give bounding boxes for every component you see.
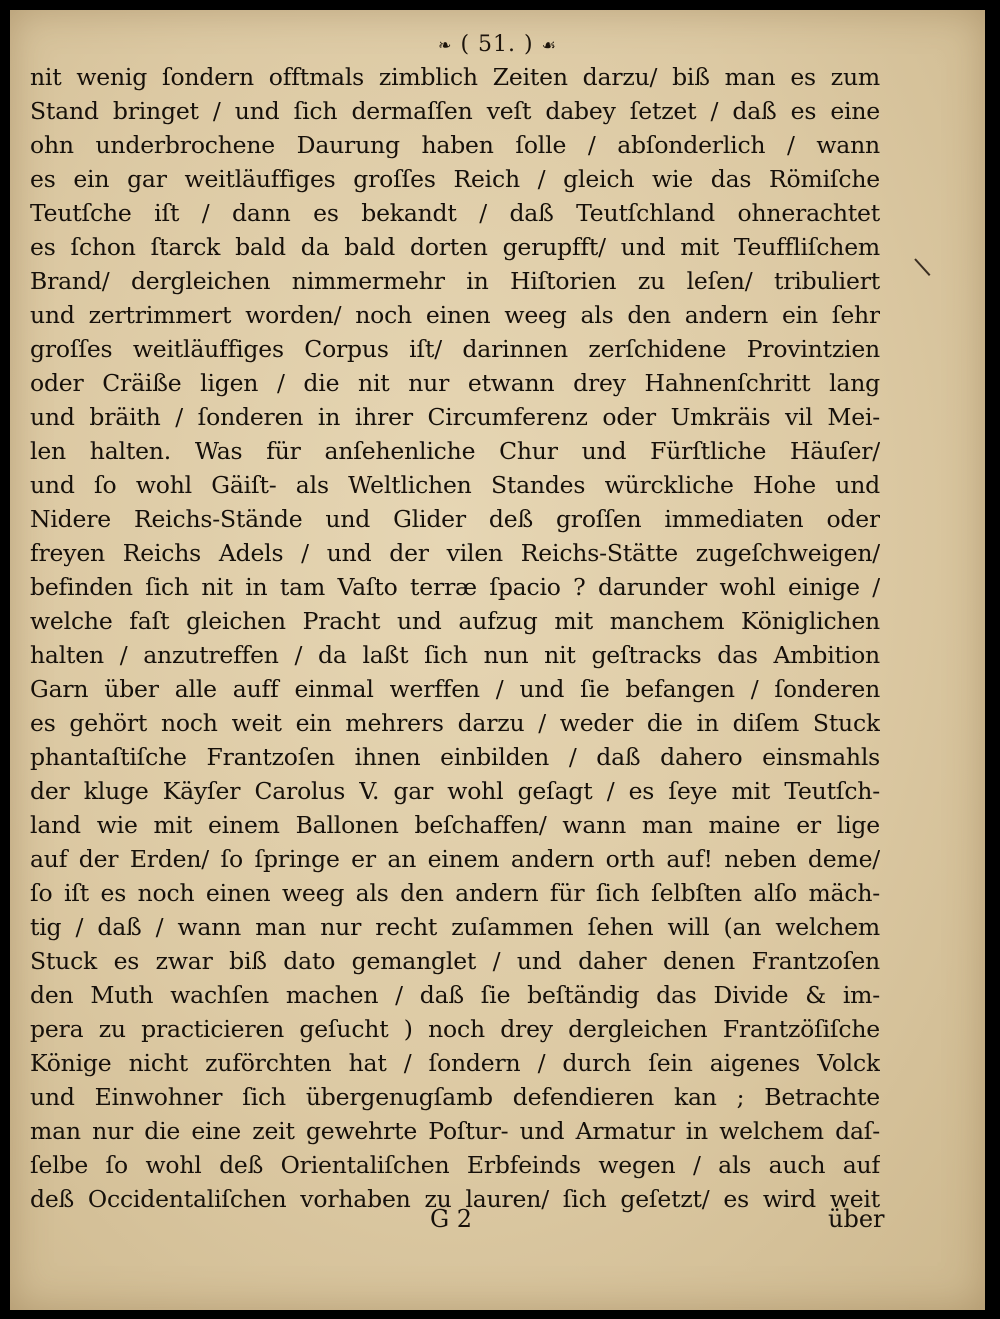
text-line: freyen Reichs Adels / und der vilen Reichs-Stätte zugeſchweigen/ [30,539,880,567]
body-text [30,60,880,1216]
catchword: über [828,1205,885,1233]
page-number: ( 51. ) [460,32,534,57]
text-line: pera zu practicieren geſucht ) noch drey dergleichen Frantzöſiſche [30,1015,880,1043]
text-line: Teutſche iſt / dann es bekandt / daß Teutſchland ohnerachtet [30,199,880,227]
text-line: befinden ſich nit in tam Vaſto terræ ſpacio ? darunder wohl einige / [30,573,880,601]
text-line: groſſes weitläuffiges Corpus iſt/ darinnen zerſchidene Provintzien [30,335,880,363]
text-line: Könige nicht zuförchten hat / ſondern / durch ſein aigenes Volck [30,1049,880,1077]
text-line: und Einwohner ſich übergenugſamb defendieren kan ; Betrachte [30,1083,880,1111]
text-line: len halten. Was für anſehenliche Chur und Fürſtliche Häuſer/ [30,437,880,465]
text-line: es ein gar weitläuffiges groſſes Reich / gleich wie das Römiſche [30,165,880,193]
ink-mark [914,258,930,276]
text-line: es gehört noch weit ein mehrers darzu / weder die in diſem Stuck [30,709,880,737]
text-line: man nur die eine zeit gewehrte Poſtur- und Armatur in welchem daſ- [30,1117,880,1145]
text-line: und bräith / ſonderen in ihrer Circumferenz oder Umkräis vil Mei- [30,403,880,431]
text-line: Brand/ dergleichen nimmermehr in Hiſtorien zu leſen/ tribuliert [30,267,880,295]
signature-mark: G 2 [430,1205,473,1233]
text-line: Stuck es zwar biß dato gemanglet / und daher denen Frantzoſen [30,947,880,975]
text-line: auf der Erden/ ſo ſpringe er an einem andern orth auf! neben deme/ [30,845,880,873]
text-line: Stand bringet / und ſich dermaſſen veſt dabey ſetzet / daß es eine [30,97,880,125]
text-line: welche faſt gleichen Pracht und aufzug mit manchem Königlichen [30,607,880,635]
text-line: land wie mit einem Ballonen beſchaffen/ wann man maine er lige [30,811,880,839]
text-line: und zertrimmert worden/ noch einen weeg als den andern ein ſehr [30,301,880,329]
text-line: und ſo wohl Gäiſt- als Weltlichen Standes würckliche Hohe und [30,471,880,499]
text-line: den Muth wachſen machen / daß ſie beſtändig das Divide & im- [30,981,880,1009]
text-line: tig / daß / wann man nur recht zuſammen ſehen will (an welchem [30,913,880,941]
text-line: Garn über alle auff einmal werffen / und ſie befangen / ſonderen [30,675,880,703]
text-line: ohn underbrochene Daurung haben ſolle / abſonderlich / wann [30,131,880,159]
text-line: deß Occidentaliſchen vorhaben zu lauren/ ſich geſetzt/ es wird weit [30,1185,880,1213]
text-line: Nidere Reichs-Stände und Glider deß groſſen immediaten oder [30,505,880,533]
page-header [10,32,985,57]
text-line: phantaſtiſche Frantzoſen ihnen einbilden / daß dahero einsmahls [30,743,880,771]
text-line: ſelbe ſo wohl deß Orientaliſchen Erbfeinds wegen / als auch auf [30,1151,880,1179]
ornament-right-icon: ☙ [541,35,557,55]
text-line: es ſchon ſtarck bald da bald dorten gerupfft/ und mit Teuffliſchem [30,233,880,261]
text-line: ſo iſt es noch einen weeg als den andern für ſich ſelbſten alſo mäch- [30,879,880,907]
text-line: oder Cräiße ligen / die nit nur etwann drey Hahnenſchritt lang [30,369,880,397]
text-line: halten / anzutreffen / da laßt ſich nun nit geſtracks das Ambition [30,641,880,669]
text-line: der kluge Käyſer Carolus V. gar wohl geſagt / es ſeye mit Teutſch- [30,777,880,805]
ornament-left-icon: ❧ [438,35,453,55]
book-page [10,10,985,1310]
text-line: nit wenig ſondern offtmals zimblich Zeiten darzu/ biß man es zum [30,63,880,91]
